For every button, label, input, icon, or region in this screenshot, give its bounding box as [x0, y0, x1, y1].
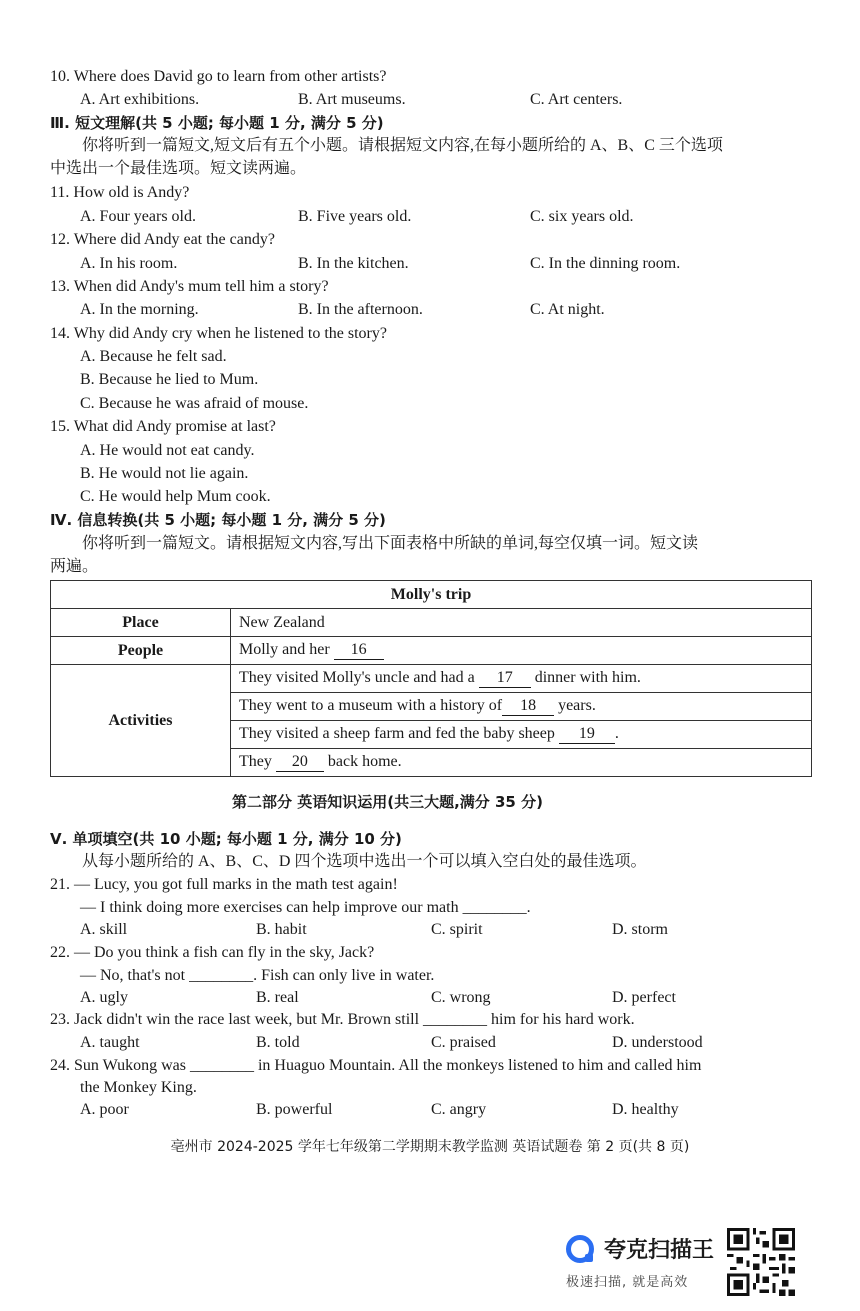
text-line-q24od: D. healthy — [612, 1101, 679, 1118]
activity-3 — [231, 721, 812, 749]
text-line-q21ob: B. habit — [256, 921, 307, 938]
text-line-q13a: A. In the morning. — [80, 301, 199, 318]
blank-16: 16 — [334, 641, 384, 660]
watermark-brand: 夸克扫描王 — [604, 1238, 715, 1263]
watermark-slogan: 极速扫描, 就是高效 — [566, 1275, 689, 1290]
text-line-q11: 11. How old is Andy? — [50, 184, 190, 201]
text-line-q10b: B. Art museums. — [298, 91, 406, 108]
text-line-q21oc: C. spirit — [431, 921, 483, 938]
text-line-q14: 14. Why did Andy cry when he listened to the story? — [50, 325, 387, 342]
text-line-q21od: D. storm — [612, 921, 668, 938]
activity-2-text: They went to a museum with a history of — [239, 697, 503, 714]
text-line-q22: 22. — Do you think a fish can fly in the sky, Jack? — [50, 944, 375, 961]
qr-code-icon — [727, 1228, 795, 1296]
text-line-q24oa: A. poor — [80, 1101, 129, 1118]
text-line-q22oa: A. ugly — [80, 989, 128, 1006]
text-line-q10: 10. Where does David go to learn from other artists? — [50, 68, 387, 85]
molly-trip-table — [50, 580, 812, 777]
blank-17: 17 — [479, 669, 531, 688]
blank-19: 19 — [559, 725, 615, 744]
activities-label: Activities — [51, 665, 231, 777]
text-line-q12b: B. In the kitchen. — [298, 255, 409, 272]
text-line-sec4: Ⅳ. 信息转换(共 5 小题; 每小题 1 分, 满分 5 分) — [50, 511, 386, 529]
text-line-q11a: A. Four years old. — [80, 208, 196, 225]
blank-18: 18 — [502, 697, 554, 716]
activity-1-text: They visited Molly's uncle and had a — [239, 669, 475, 686]
scanner-watermark — [566, 1233, 726, 1293]
activity-3-tail: . — [614, 725, 619, 742]
text-line-q22ob: B. real — [256, 989, 299, 1006]
quark-logo-icon — [566, 1235, 594, 1263]
activity-1-tail: dinner with him. — [534, 669, 641, 686]
text-line-sec3i1: 你将听到一篇短文,短文后有五个小题。请根据短文内容,在每小题所给的 A、B、C 三个选项 — [82, 137, 723, 154]
activity-2-tail: years. — [558, 697, 596, 714]
text-line-q22oc: C. wrong — [431, 989, 491, 1006]
text-line-q12: 12. Where did Andy eat the candy? — [50, 231, 275, 248]
text-line-q15a: A. He would not eat candy. — [80, 442, 255, 459]
text-line-q14c: C. Because he was afraid of mouse. — [80, 395, 309, 412]
text-line-q24: 24. Sun Wukong was ________ in Huaguo Mountain. All the monkeys listened to him and called him — [50, 1057, 702, 1074]
text-line-q11c: C. six years old. — [530, 208, 634, 225]
people-value — [231, 637, 812, 665]
text-line-q22od: D. perfect — [612, 989, 676, 1006]
text-line-sec5i: 从每小题所给的 A、B、C、D 四个选项中选出一个可以填入空白处的最佳选项。 — [82, 853, 647, 870]
text-line-q15c: C. He would help Mum cook. — [80, 488, 271, 505]
activity-4 — [231, 749, 812, 777]
text-line-q14a: A. Because he felt sad. — [80, 348, 227, 365]
text-line-q13b: B. In the afternoon. — [298, 301, 423, 318]
text-line-q10c: C. Art centers. — [530, 91, 623, 108]
activity-2 — [231, 693, 812, 721]
text-line-q12a: A. In his room. — [80, 255, 178, 272]
text-line-part2: 第二部分 英语知识运用(共三大题,满分 35 分) — [232, 793, 543, 811]
text-line-q23ob: B. told — [256, 1034, 300, 1051]
activity-4-tail: back home. — [327, 753, 402, 770]
text-line-q10a: A. Art exhibitions. — [80, 91, 200, 108]
text-line-q13: 13. When did Andy's mum tell him a story? — [50, 278, 329, 295]
text-line-q21oa: A. skill — [80, 921, 128, 938]
text-line-q23oa: A. taught — [80, 1034, 140, 1051]
text-line-q15: 15. What did Andy promise at last? — [50, 418, 276, 435]
text-line-sec4i1: 你将听到一篇短文。请根据短文内容,写出下面表格中所缺的单词,每空仅填一词。短文读 — [82, 535, 699, 552]
text-line-q21: 21. — Lucy, you got full marks in the math test again! — [50, 876, 398, 893]
text-line-q24ob: B. powerful — [256, 1101, 333, 1118]
text-line-q24oc: C. angry — [431, 1101, 487, 1118]
text-line-q15b: B. He would not lie again. — [80, 465, 249, 482]
text-line-q23oc: C. praised — [431, 1034, 496, 1051]
activity-4-text: They — [239, 753, 272, 770]
people-label: People — [51, 637, 231, 665]
text-line-q11b: B. Five years old. — [298, 208, 412, 225]
page-footer: 亳州市 2024-2025 学年七年级第二学期期末教学监测 英语试题卷 第 2 页(共 8 页) — [170, 1139, 690, 1155]
activity-1 — [231, 665, 812, 693]
place-label: Place — [51, 609, 231, 637]
text-line-q14b: B. Because he lied to Mum. — [80, 371, 259, 388]
text-line-q23: 23. Jack didn't win the race last week, but Mr. Brown still ________ him for his hard work. — [50, 1011, 635, 1028]
text-line-q13c: C. At night. — [530, 301, 605, 318]
text-line-q21b: — I think doing more exercises can help improve our math ________. — [80, 899, 531, 916]
text-line-sec3i2: 中选出一个最佳选项。短文读两遍。 — [50, 160, 307, 177]
text-line-q23od: D. understood — [612, 1034, 703, 1051]
blank-20: 20 — [276, 753, 324, 772]
text-line-sec5: Ⅴ. 单项填空(共 10 小题; 每小题 1 分, 满分 10 分) — [50, 830, 402, 848]
table-title: Molly's trip — [51, 581, 812, 609]
people-text: Molly and her — [239, 641, 330, 658]
text-line-q24b: the Monkey King. — [80, 1079, 197, 1096]
place-value: New Zealand — [231, 609, 812, 637]
text-line-q12c: C. In the dinning room. — [530, 255, 681, 272]
activity-3-text: They visited a sheep farm and fed the baby sheep — [239, 725, 555, 742]
text-line-sec4i2: 两遍。 — [50, 558, 99, 575]
text-line-sec3: Ⅲ. 短文理解(共 5 小题; 每小题 1 分, 满分 5 分) — [50, 114, 384, 132]
text-line-q22b: — No, that's not ________. Fish can only live in water. — [80, 967, 435, 984]
